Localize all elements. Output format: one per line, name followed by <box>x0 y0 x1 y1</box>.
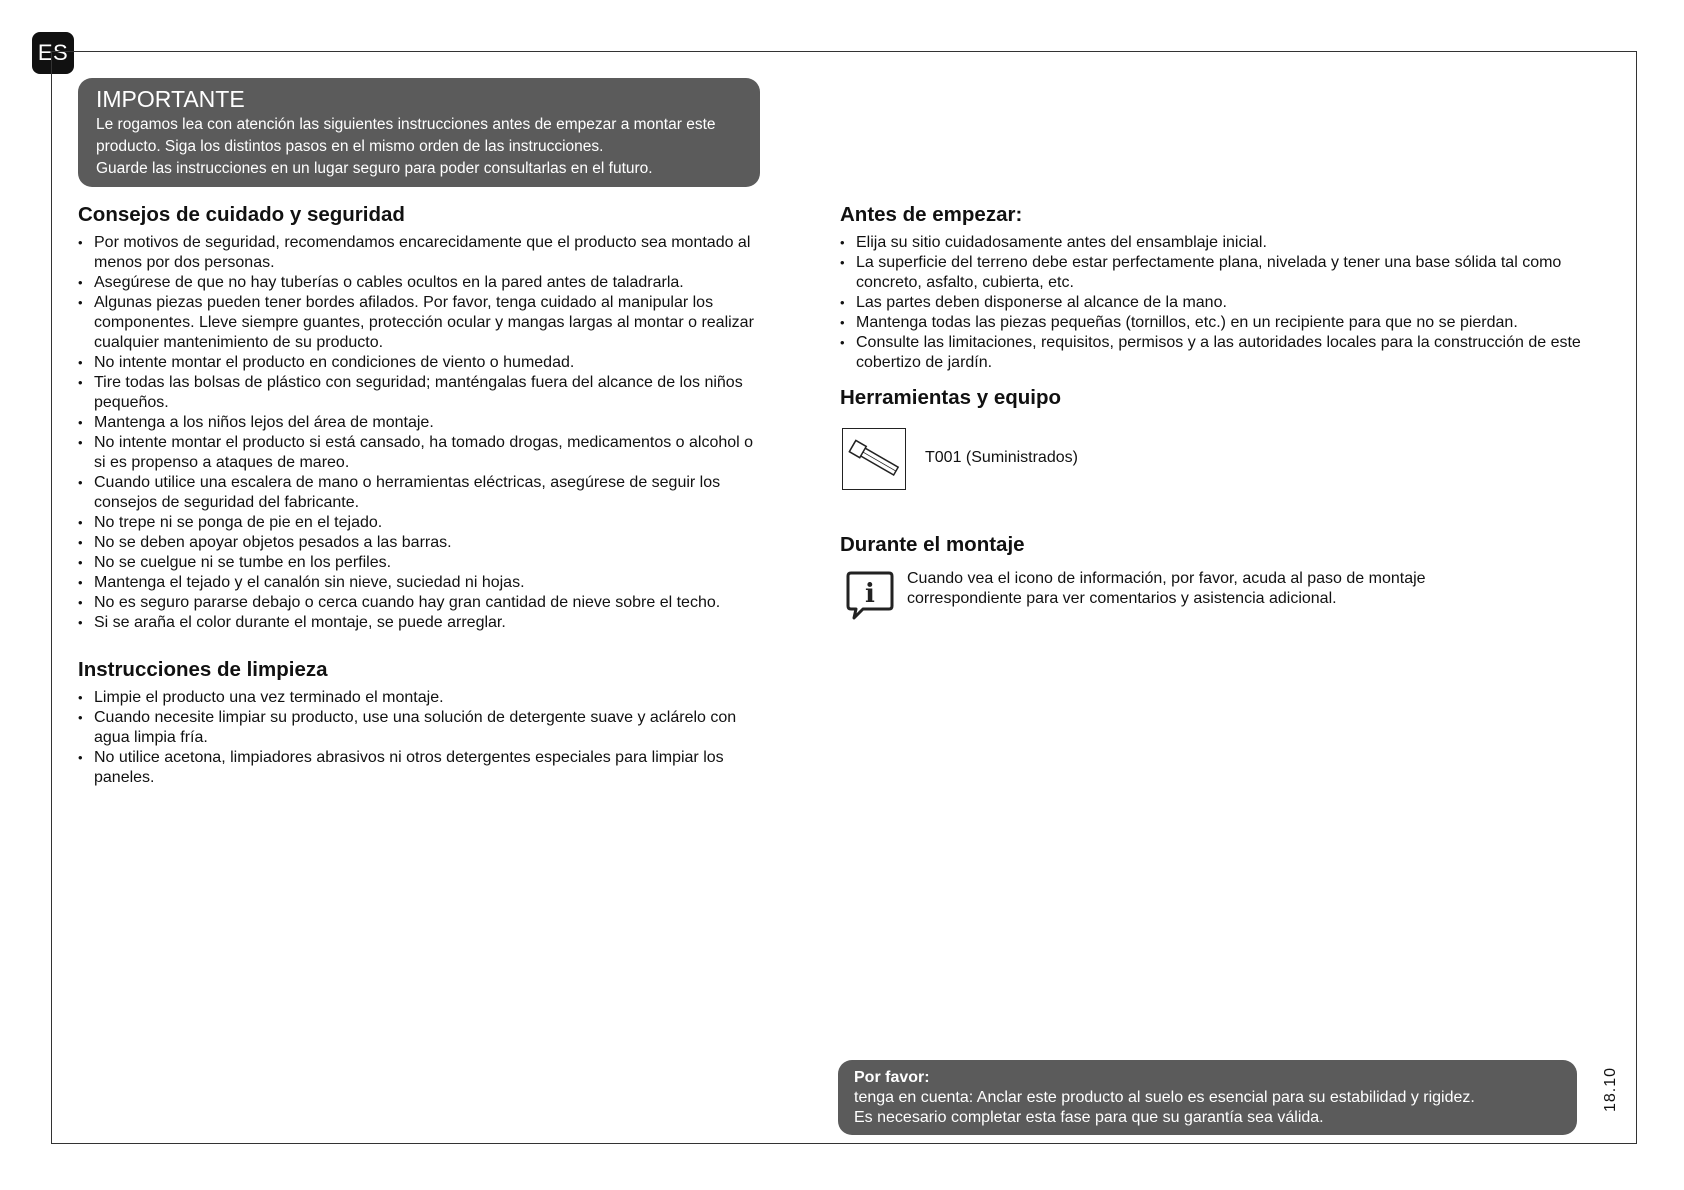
during-assembly-heading: Durante el montaje <box>840 533 1025 556</box>
care-safety-heading: Consejos de cuidado y seguridad <box>78 203 405 226</box>
list-item: • No trepe ni se ponga de pie en el tejado. <box>78 513 758 533</box>
important-title: IMPORTANTE <box>96 86 245 112</box>
list-item: • Cuando utilice una escalera de mano o herramientas eléctricas, asegúrese de seguir los consejos de seguridad del fabricante. <box>78 473 758 513</box>
list-item: • Tire todas las bolsas de plástico con seguridad; manténgalas fuera del alcance de los niños pequeños. <box>78 373 758 413</box>
cleaning-heading: Instrucciones de limpieza <box>78 658 328 681</box>
list-item: • No intente montar el producto en condiciones de viento o humedad. <box>78 353 758 373</box>
important-line: Le rogamos lea con atención las siguientes instrucciones antes de empezar a montar este <box>96 116 716 133</box>
important-notice-box <box>78 78 760 187</box>
list-item: • Asegúrese de que no hay tuberías o cables ocultos en la pared antes de taladrarla. <box>78 273 758 293</box>
list-item: • Mantenga el tejado y el canalón sin nieve, suciedad ni hojas. <box>78 573 758 593</box>
info-icon <box>845 570 895 620</box>
care-safety-list <box>78 233 758 633</box>
list-item: • Cuando necesite limpiar su producto, use una solución de detergente suave y aclárelo con agua limpia fría. <box>78 708 758 748</box>
list-item: • La superficie del terreno debe estar perfectamente plana, nivelada y tener una base sólida tal como concreto, asfalto, cubierta, etc. <box>840 253 1585 293</box>
tools-heading: Herramientas y equipo <box>840 386 1062 409</box>
language-badge: ES <box>32 32 74 74</box>
list-item: • Consulte las limitaciones, requisitos, permisos y a las autoridades locales para la construcción de este cobertizo de jardín. <box>840 333 1585 373</box>
tool-image-frame <box>842 428 906 490</box>
list-item: • No intente montar el producto si está cansado, ha tomado drogas, medicamentos o alcohol o si es propenso a ataques de mareo. <box>78 433 758 473</box>
list-item: • No se deben apoyar objetos pesados a las barras. <box>78 533 758 553</box>
before-starting-heading: Antes de empezar: <box>840 203 1023 226</box>
list-item: • No es seguro pararse debajo o cerca cuando hay gran cantidad de nieve sobre el techo. <box>78 593 758 613</box>
note-line: tenga en cuenta: Anclar este producto al suelo es esencial para su estabilidad y rigidez. <box>854 1089 1475 1106</box>
warranty-note-box <box>838 1060 1577 1135</box>
info-description: Cuando vea el icono de información, por favor, acuda al paso de montaje correspondiente para ver comentarios y asistencia adicional. <box>907 570 1426 607</box>
svg-text:i: i <box>865 579 875 609</box>
important-line: producto. Siga los distintos pasos en el mismo orden de las instrucciones. <box>96 138 604 155</box>
list-item: • Algunas piezas pueden tener bordes afilados. Por favor, tenga cuidado al manipular los componentes. Lleve siempre guantes, protección ocular y mangas largas al montar o realizar cualquier mantenimiento de su producto. <box>78 293 758 353</box>
screwdriver-bit-icon <box>843 429 905 489</box>
list-item: • Elija su sitio cuidadosamente antes del ensamblaje inicial. <box>840 233 1585 253</box>
tool-label: T001 (Suministrados) <box>925 449 1078 466</box>
note-title: Por favor: <box>854 1069 930 1086</box>
list-item: • No utilice acetona, limpiadores abrasivos ni otros detergentes especiales para limpiar los paneles. <box>78 748 758 788</box>
important-line: Guarde las instrucciones en un lugar seguro para poder consultarlas en el futuro. <box>96 160 653 177</box>
list-item: • Limpie el producto una vez terminado el montaje. <box>78 688 758 708</box>
list-item: • Mantenga a los niños lejos del área de montaje. <box>78 413 758 433</box>
list-item: • Si se araña el color durante el montaje, se puede arreglar. <box>78 613 758 633</box>
list-item: • Por motivos de seguridad, recomendamos encarecidamente que el producto sea montado al menos por dos personas. <box>78 233 758 273</box>
page-code: 18.10 <box>1602 1066 1619 1112</box>
before-starting-list <box>840 233 1585 373</box>
cleaning-list <box>78 688 758 788</box>
list-item: • Las partes deben disponerse al alcance de la mano. <box>840 293 1585 313</box>
list-item: • Mantenga todas las piezas pequeñas (tornillos, etc.) en un recipiente para que no se pierdan. <box>840 313 1585 333</box>
note-line: Es necesario completar esta fase para que su garantía sea válida. <box>854 1109 1324 1126</box>
list-item: • No se cuelgue ni se tumbe en los perfiles. <box>78 553 758 573</box>
